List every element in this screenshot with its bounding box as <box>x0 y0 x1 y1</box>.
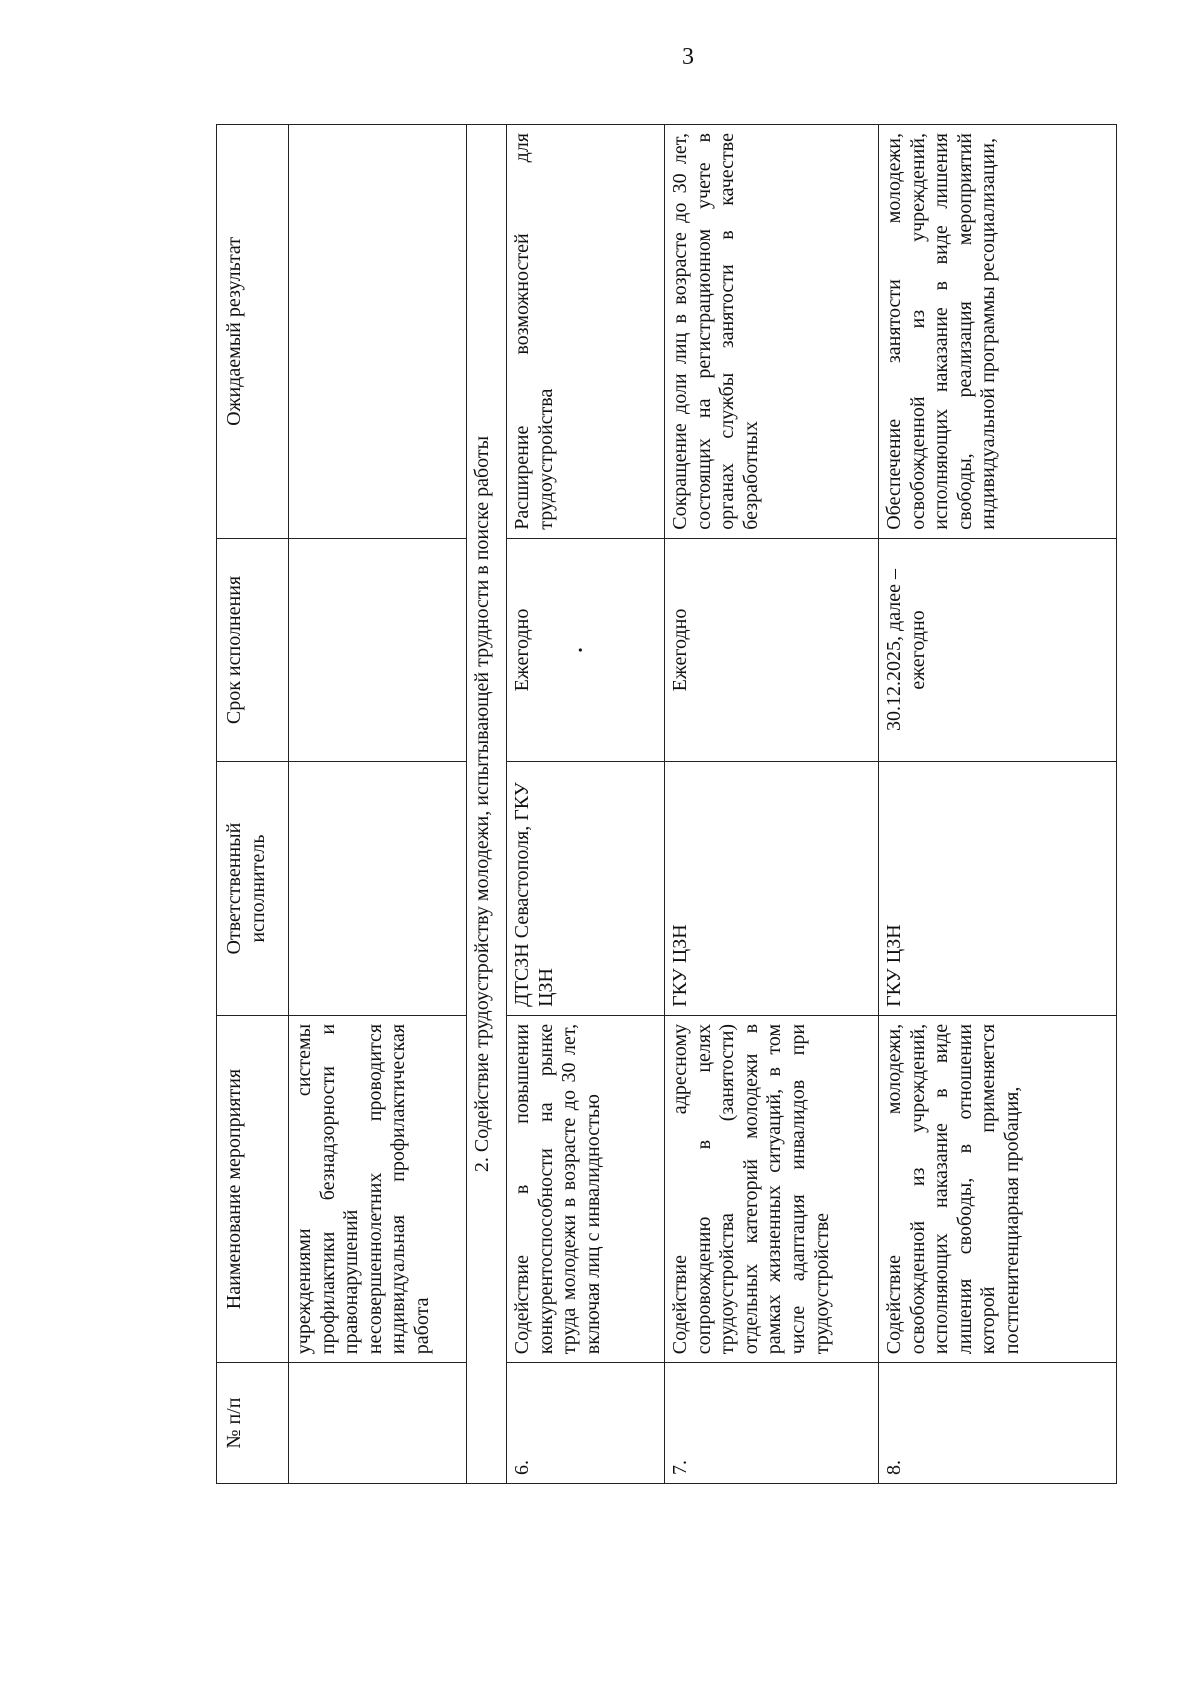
table-row <box>507 125 665 1484</box>
cell-name: Содействие молодежи, освобожденной из учреждений, исполняющих наказание в виде лишения свободы, в отношении которой применяется постпенитенциарная пробация, <box>879 1015 1117 1362</box>
header-deadline: Срок исполнения <box>217 538 289 761</box>
section-row <box>467 125 507 1484</box>
table-row <box>879 125 1117 1484</box>
cell-result: Расширение возможностей для трудоустройства <box>507 125 665 539</box>
cell-num <box>289 1363 467 1484</box>
cell-deadline <box>289 538 467 761</box>
cell-deadline <box>507 538 665 761</box>
cell-executor: ГКУ ЦЗН <box>665 762 879 1016</box>
header-name: Наименование мероприятия <box>217 1015 289 1362</box>
cell-executor: ГКУ ЦЗН <box>879 762 1117 1016</box>
cell-name: Содействие в повышении конкурентоспособности на рынке труда молодежи в возрасте до 30 лет, включая лиц с инвалидностью <box>507 1015 665 1362</box>
page-number: 3 <box>682 44 694 70</box>
cell-num: 6. <box>507 1363 665 1484</box>
activity-plan-table <box>216 124 1117 1484</box>
cell-executor <box>289 762 467 1016</box>
cell-deadline-text: Ежегодно <box>511 608 533 692</box>
cell-executor: ДТСЗН Севастополя, ГКУ ЦЗН <box>507 762 665 1016</box>
cell-deadline: 30.12.2025, далее – ежегодно <box>879 538 1117 761</box>
header-result: Ожидаемый результат <box>217 125 289 539</box>
scan-dot: . <box>564 647 587 653</box>
header-num: № п/п <box>217 1363 289 1484</box>
cell-num: 7. <box>665 1363 879 1484</box>
cell-name: учреждениями системы профилактики безнадзорности и правонарушений несовершеннолетних проводится индивидуальная профилактическая работа <box>289 1015 467 1362</box>
rotated-table-container <box>216 124 1116 1484</box>
header-executor: Ответственный исполнитель <box>217 762 289 1016</box>
cell-result: Сокращение доли лиц в возрасте до 30 лет, состоящих на регистрационном учете в органах службы занятости в качестве безработных <box>665 125 879 539</box>
section-title: 2. Содействие трудоустройству молодежи, испытывающей трудности в поиске работы <box>467 125 507 1484</box>
cell-num: 8. <box>879 1363 1117 1484</box>
cell-deadline: Ежегодно <box>665 538 879 761</box>
cell-result: Обеспечение занятости молодежи, освобожденной из учреждений, исполняющих наказание в виде лишения свободы, реализация мероприятий индивидуальной программы ресоциализации, <box>879 125 1117 539</box>
table-row-continuation <box>289 125 467 1484</box>
table-header-row <box>217 125 289 1484</box>
cell-result <box>289 125 467 539</box>
table-row <box>665 125 879 1484</box>
cell-name: Содействие адресному сопровождению в целях трудоустройства (занятости) отдельных категорий молодежи в рамках жизненных ситуаций, в том числе адаптация инвалидов при трудоустройстве <box>665 1015 879 1362</box>
